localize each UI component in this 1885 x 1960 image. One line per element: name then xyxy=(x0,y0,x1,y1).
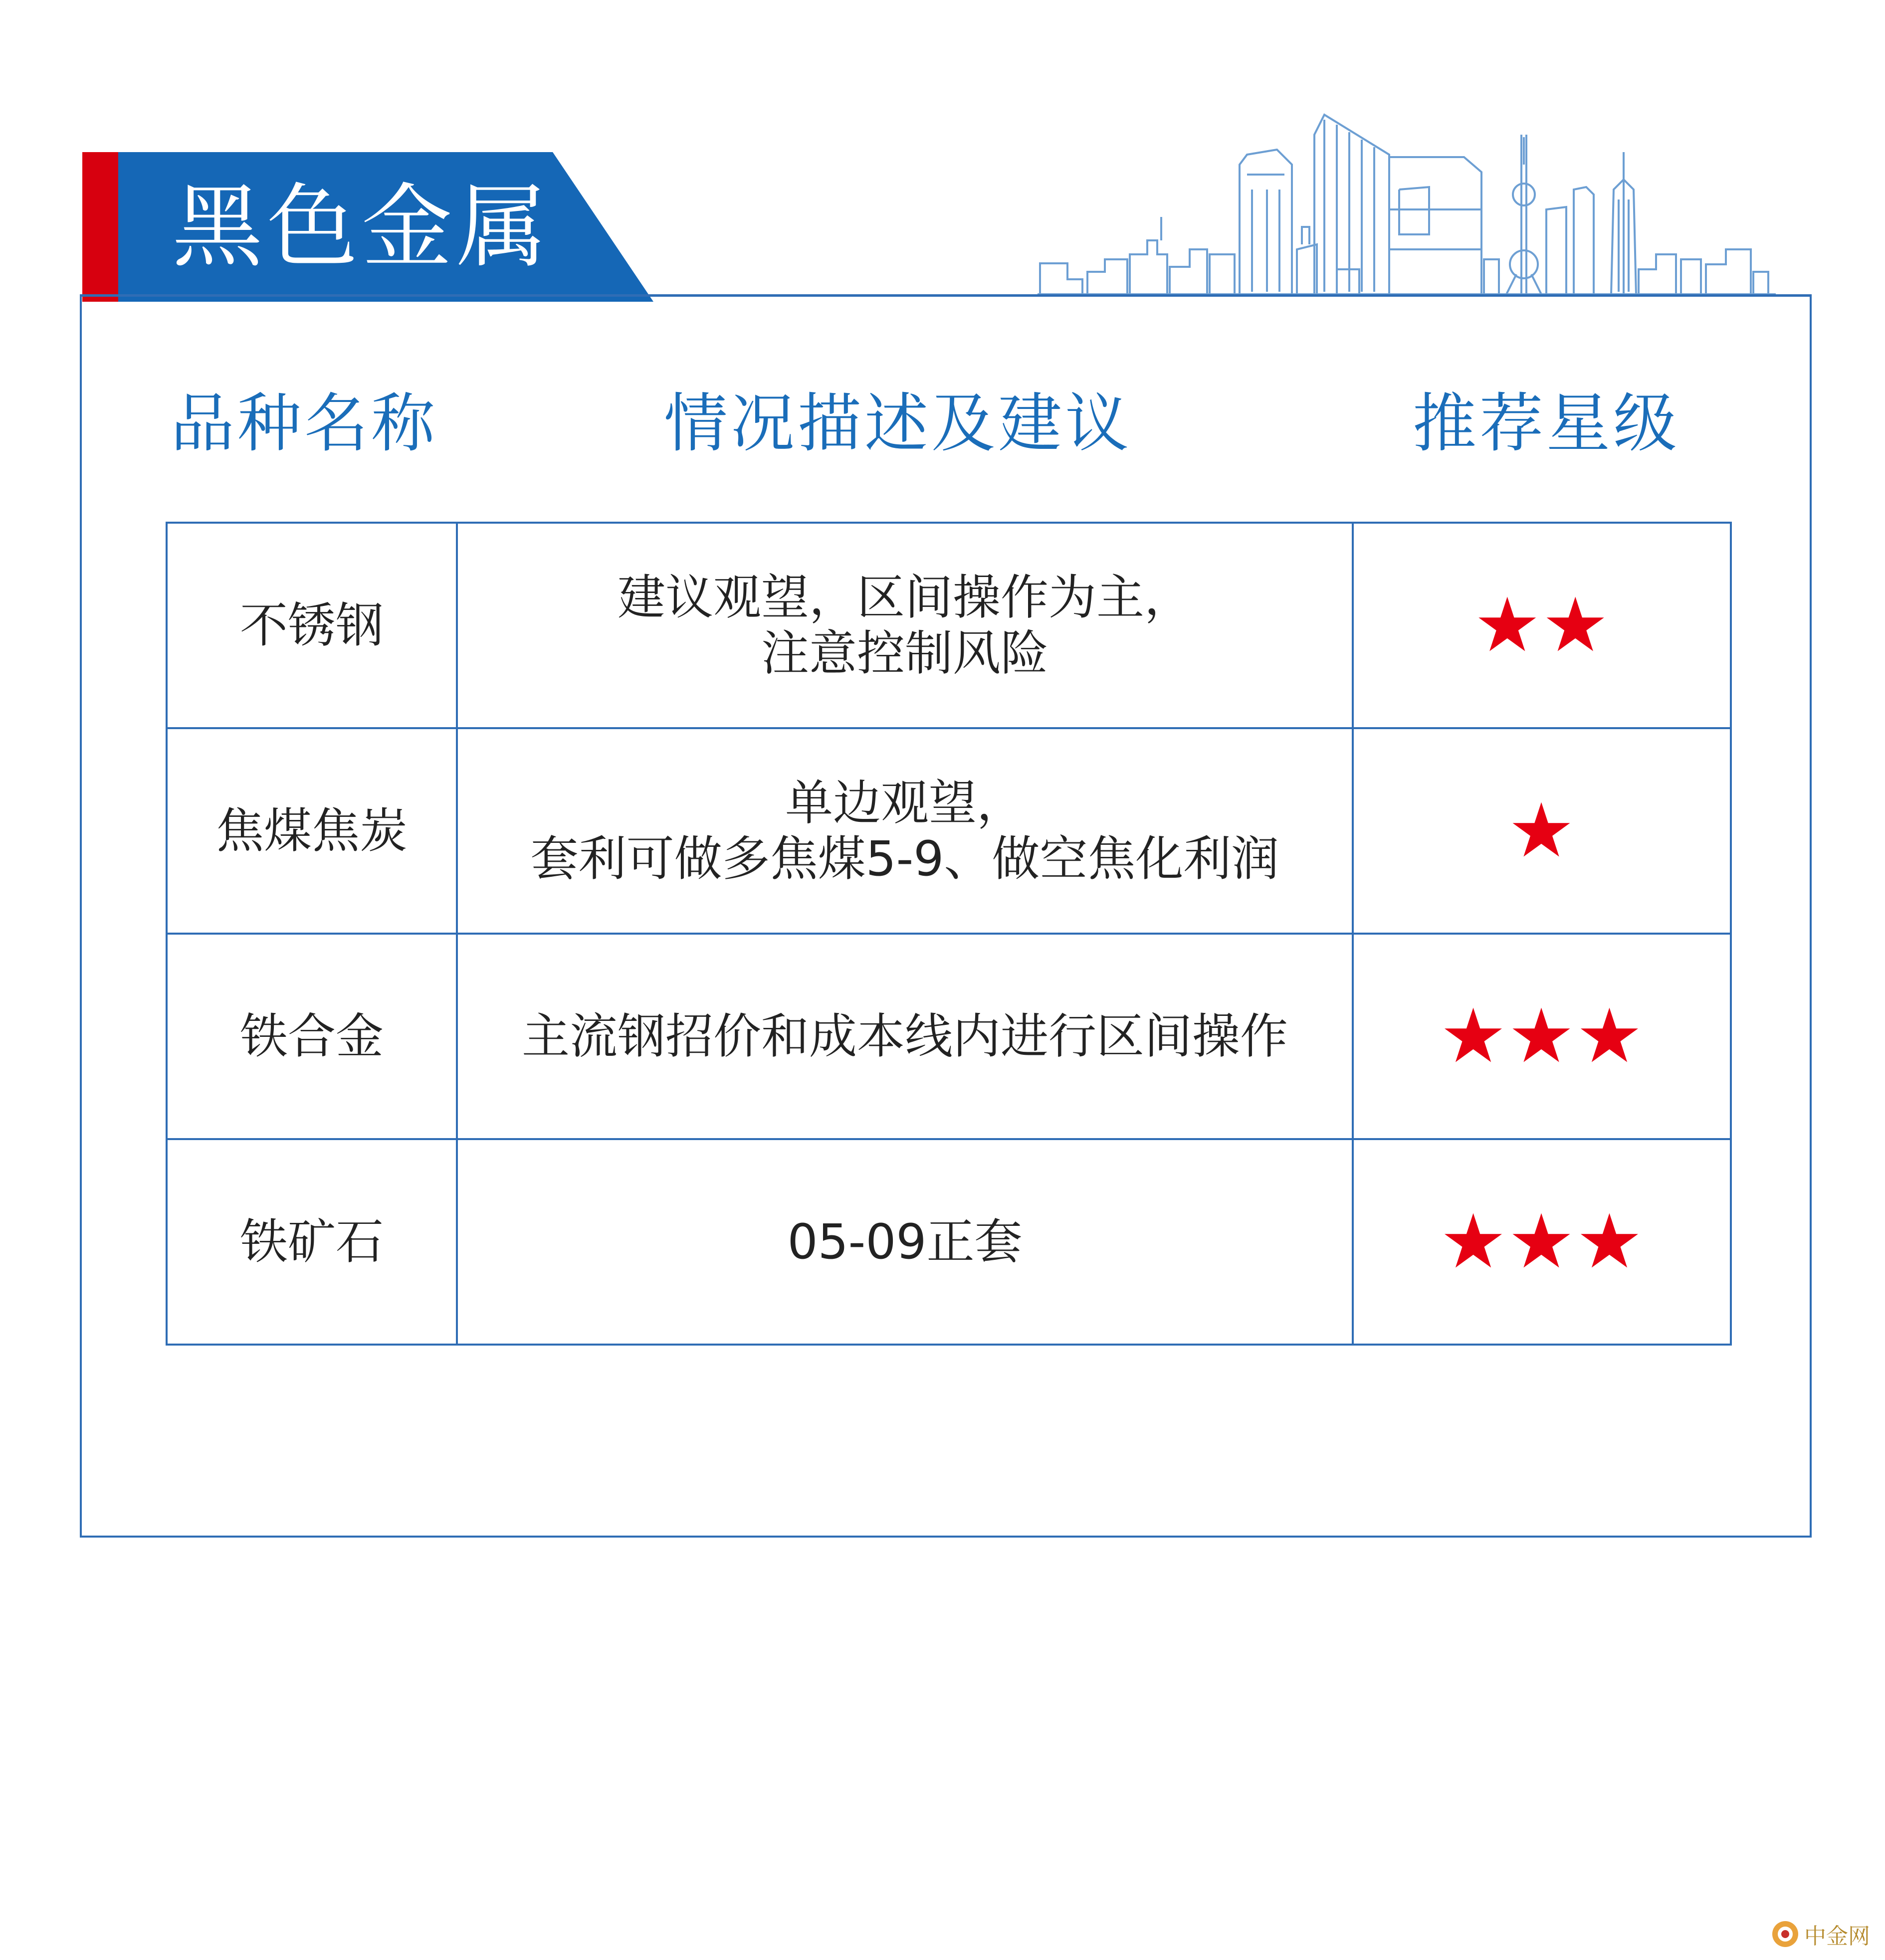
description-line: 注意控制风险 xyxy=(761,625,1048,681)
table-row xyxy=(167,728,1731,934)
variety-name-cell: 焦煤焦炭 xyxy=(167,728,457,934)
description-line: 套利可做多焦煤5-9、做空焦化利润 xyxy=(530,831,1279,887)
variety-name-cell: 铁矿石 xyxy=(167,1139,457,1345)
column-header-name: 品种名称 xyxy=(170,387,438,461)
section-title: 黑色金属 xyxy=(172,174,551,280)
recommendation-table xyxy=(166,522,1732,1346)
column-header-description: 情况描述及建议 xyxy=(663,387,1132,461)
table-row xyxy=(167,934,1731,1139)
rating-cell xyxy=(1353,934,1731,1139)
description-cell xyxy=(457,523,1353,728)
description-cell xyxy=(457,934,1353,1139)
rating-cell xyxy=(1353,1139,1731,1345)
rating-cell xyxy=(1353,728,1731,934)
watermark xyxy=(1771,1918,1870,1950)
skyline-illustration xyxy=(0,0,1885,319)
description-cell xyxy=(457,1139,1353,1345)
rating-cell xyxy=(1353,523,1731,728)
description-line: 建议观望，区间操作为主， xyxy=(618,570,1192,625)
table-row xyxy=(167,1139,1731,1345)
header-banner xyxy=(0,0,1885,319)
star-rating: ★ xyxy=(1507,787,1576,874)
description-line: 单边观望， xyxy=(785,775,1025,831)
description-line: 主流钢招价和成本线内进行区间操作 xyxy=(522,1008,1288,1064)
variety-name-cell: 不锈钢 xyxy=(167,523,457,728)
table-row xyxy=(167,523,1731,728)
description-line: 05-09正套 xyxy=(787,1214,1023,1270)
watermark-logo-icon xyxy=(1771,1920,1799,1948)
variety-name-cell: 铁合金 xyxy=(167,934,457,1139)
star-rating: ★★★ xyxy=(1440,993,1644,1080)
star-rating: ★★ xyxy=(1473,582,1610,669)
watermark-text: 中金网 xyxy=(1804,1924,1870,1949)
column-header-rating: 推荐星级 xyxy=(1412,387,1680,461)
star-rating: ★★★ xyxy=(1440,1198,1644,1285)
description-cell xyxy=(457,728,1353,934)
